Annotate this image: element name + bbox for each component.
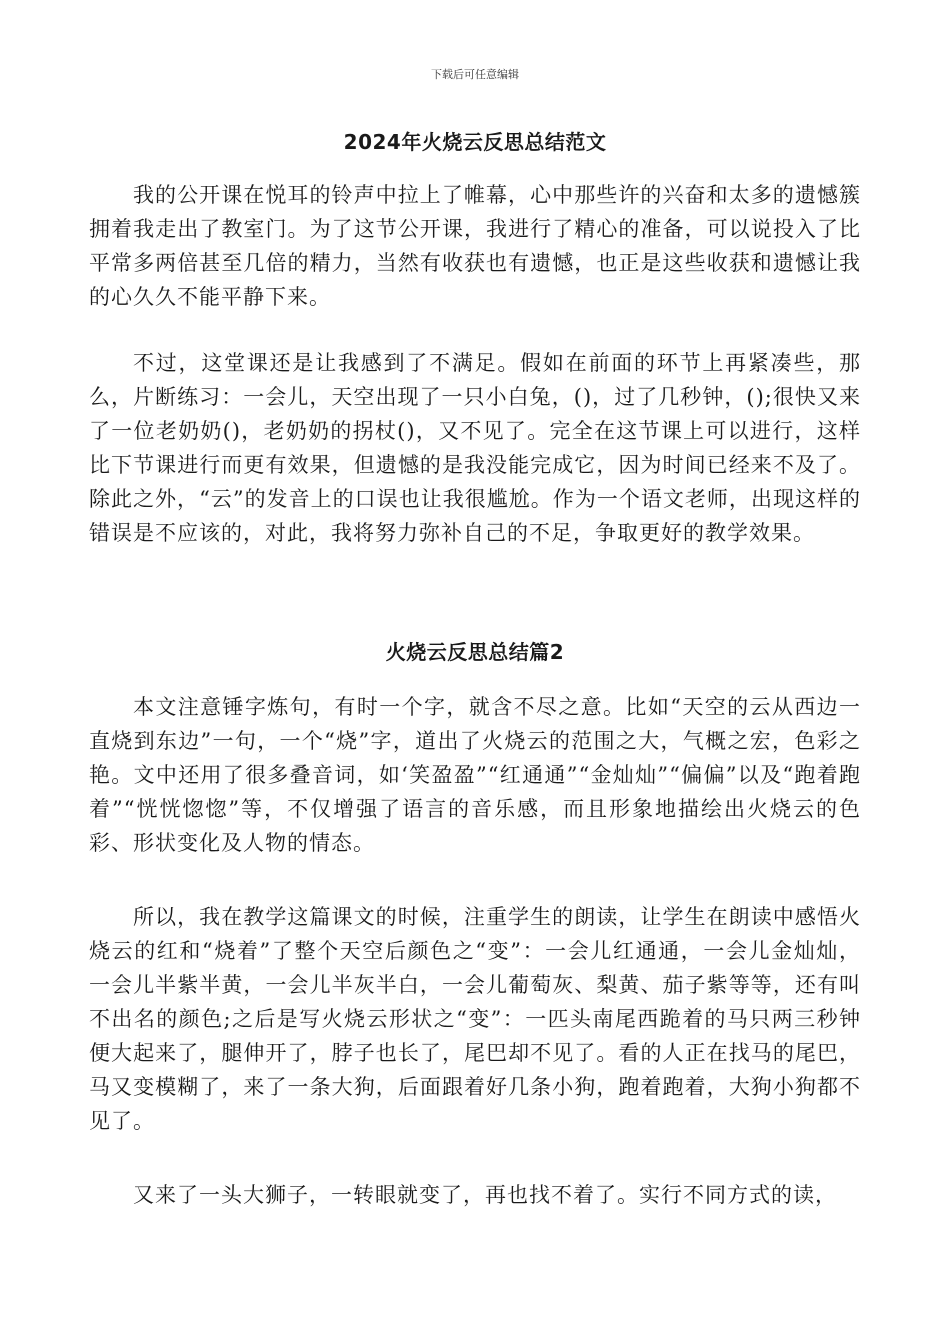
- document-title: 2024年火烧云反思总结范文: [343, 130, 607, 154]
- section-title: 火烧云反思总结篇2: [385, 640, 565, 664]
- paragraph: 又来了一头大狮子，一转眼就变了，再也找不着了。实行不同方式的读，: [133, 1183, 837, 1207]
- paragraph: 所以，我在教学这篇课文的时候，注重学生的朗读，让学生在朗读中感悟火烧云的红和“烧着”了整个天空后颜色之“变”：一会儿红通通，一会儿金灿灿，一会儿半紫半黄，一会儿半灰半白，一会儿葡萄灰、梨黄、茄子紫等等，还有叫不出名的颜色;之后是写火烧云形状之“变”：一匹头南尾西跪着的马只两三秒钟便大起来了，腿伸开了，脖子也长了，尾巴却不见了。看的人正在找马的尾巴，马又变模糊了，来了一条大狗，后面跟着好几条小狗，跑着跑着，大狗小狗都不见了。: [89, 905, 861, 1133]
- paragraph: 不过，这堂课还是让我感到了不满足。假如在前面的环节上再紧凑些，那么，片断练习：一会儿，天空出现了一只小白兔，()，过了几秒钟，();很快又来了一位老奶奶()，老奶奶的拐杖()，又不见了。完全在这节课上可以进行，这样比下节课进行而更有效果，但遗憾的是我没能完成它，因为时间已经来不及了。除此之外，“云”的发音上的口误也让我很尴尬。作为一个语文老师，出现这样的错误是不应该的，对此，我将努力弥补自己的不足，争取更好的教学效果。: [89, 351, 861, 545]
- paragraph: 本文注意锤字炼句，有时一个字，就含不尽之意。比如“天空的云从西边一直烧到东边”一句，一个“烧”字，道出了火烧云的范围之大，气概之宏，色彩之艳。文中还用了很多叠音词，如‘笑盈盈”“红通通”“金灿灿”“偏偏”以及“跑着跑着”“恍恍惚惚”等，不仅增强了语言的音乐感，而且形象地描绘出火烧云的色彩、形状变化及人物的情态。: [89, 695, 861, 855]
- header-note: 下载后可任意编辑: [431, 68, 519, 81]
- paragraph: 我的公开课在悦耳的铃声中拉上了帷幕，心中那些许的兴奋和太多的遗憾簇拥着我走出了教室门。为了这节公开课，我进行了精心的准备，可以说投入了比平常多两倍甚至几倍的精力，当然有收获也有遗憾，也正是这些收获和遗憾让我的心久久不能平静下来。: [89, 183, 861, 309]
